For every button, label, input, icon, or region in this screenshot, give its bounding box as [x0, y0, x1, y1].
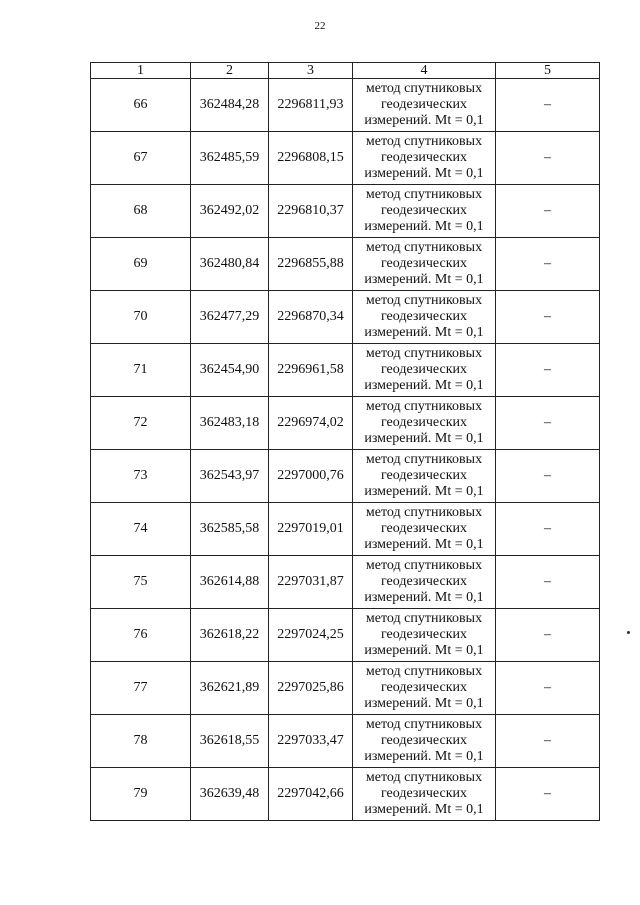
method-line: метод спутниковых — [365, 770, 483, 785]
y-coordinate-cell: 2296810,37 — [269, 185, 353, 238]
x-coordinate-cell: 362484,28 — [191, 79, 269, 132]
table-row — [91, 556, 600, 609]
method-line: измерений. Mt = 0,1 — [364, 219, 484, 234]
note-cell: – — [496, 556, 600, 609]
method-line: геодезических — [380, 574, 467, 589]
y-coordinate-cell: 2297000,76 — [269, 450, 353, 503]
method-cell — [353, 132, 496, 185]
method-line: метод спутниковых — [365, 293, 483, 308]
table-row — [91, 79, 600, 132]
y-coordinate-cell: 2296974,02 — [269, 397, 353, 450]
x-coordinate-cell: 362483,18 — [191, 397, 269, 450]
method-line: геодезических — [380, 627, 467, 642]
method-line: измерений. Mt = 0,1 — [364, 272, 484, 287]
note-cell: – — [496, 185, 600, 238]
method-cell — [353, 768, 496, 821]
scan-dot-mark — [627, 631, 630, 634]
x-coordinate-cell: 362621,89 — [191, 662, 269, 715]
method-line: метод спутниковых — [365, 717, 483, 732]
x-coordinate-cell: 362614,88 — [191, 556, 269, 609]
method-cell — [353, 79, 496, 132]
method-line: измерений. Mt = 0,1 — [364, 113, 484, 128]
method-line: геодезических — [380, 786, 467, 801]
point-number-cell: 72 — [91, 397, 191, 450]
method-line: метод спутниковых — [365, 611, 483, 626]
note-cell: – — [496, 132, 600, 185]
method-line: измерений. Mt = 0,1 — [364, 325, 484, 340]
note-cell: – — [496, 238, 600, 291]
method-line: измерений. Mt = 0,1 — [364, 484, 484, 499]
table-row — [91, 450, 600, 503]
header-col-4: 4 — [353, 63, 496, 79]
x-coordinate-cell: 362485,59 — [191, 132, 269, 185]
y-coordinate-cell: 2296808,15 — [269, 132, 353, 185]
method-cell — [353, 238, 496, 291]
y-coordinate-cell: 2296961,58 — [269, 344, 353, 397]
method-line: геодезических — [380, 415, 467, 430]
method-line: геодезических — [380, 97, 467, 112]
x-coordinate-cell: 362492,02 — [191, 185, 269, 238]
method-line: измерений. Mt = 0,1 — [364, 802, 484, 817]
coordinates-table — [90, 62, 600, 821]
method-line: геодезических — [380, 733, 467, 748]
method-cell — [353, 556, 496, 609]
method-line: измерений. Mt = 0,1 — [364, 431, 484, 446]
method-line: геодезических — [380, 521, 467, 536]
method-line: измерений. Mt = 0,1 — [364, 643, 484, 658]
table-row — [91, 662, 600, 715]
note-cell: – — [496, 715, 600, 768]
method-line: метод спутниковых — [365, 505, 483, 520]
method-cell — [353, 715, 496, 768]
header-col-2: 2 — [191, 63, 269, 79]
x-coordinate-cell: 362618,55 — [191, 715, 269, 768]
method-line: метод спутниковых — [365, 240, 483, 255]
method-line: метод спутниковых — [365, 134, 483, 149]
table-header — [91, 63, 600, 79]
point-number-cell: 75 — [91, 556, 191, 609]
method-line: геодезических — [380, 256, 467, 271]
note-cell: – — [496, 662, 600, 715]
header-col-5: 5 — [496, 63, 600, 79]
note-cell: – — [496, 503, 600, 556]
method-line: метод спутниковых — [365, 187, 483, 202]
method-cell — [353, 662, 496, 715]
method-line: метод спутниковых — [365, 81, 483, 96]
method-line: измерений. Mt = 0,1 — [364, 590, 484, 605]
method-line: измерений. Mt = 0,1 — [364, 537, 484, 552]
y-coordinate-cell: 2296811,93 — [269, 79, 353, 132]
table-row — [91, 238, 600, 291]
x-coordinate-cell: 362585,58 — [191, 503, 269, 556]
method-line: геодезических — [380, 362, 467, 377]
table-row — [91, 503, 600, 556]
point-number-cell: 68 — [91, 185, 191, 238]
point-number-cell: 70 — [91, 291, 191, 344]
point-number-cell: 77 — [91, 662, 191, 715]
point-number-cell: 67 — [91, 132, 191, 185]
y-coordinate-cell: 2297042,66 — [269, 768, 353, 821]
method-cell — [353, 609, 496, 662]
method-line: метод спутниковых — [365, 399, 483, 414]
method-line: геодезических — [380, 680, 467, 695]
x-coordinate-cell: 362480,84 — [191, 238, 269, 291]
point-number-cell: 71 — [91, 344, 191, 397]
method-cell — [353, 503, 496, 556]
table-row — [91, 291, 600, 344]
table-row — [91, 132, 600, 185]
method-line: измерений. Mt = 0,1 — [364, 749, 484, 764]
table-row — [91, 768, 600, 821]
y-coordinate-cell: 2297025,86 — [269, 662, 353, 715]
point-number-cell: 73 — [91, 450, 191, 503]
point-number-cell: 69 — [91, 238, 191, 291]
y-coordinate-cell: 2297031,87 — [269, 556, 353, 609]
header-row — [91, 63, 600, 79]
y-coordinate-cell: 2296855,88 — [269, 238, 353, 291]
note-cell: – — [496, 291, 600, 344]
table-row — [91, 609, 600, 662]
table-body — [91, 79, 600, 821]
x-coordinate-cell: 362639,48 — [191, 768, 269, 821]
method-cell — [353, 185, 496, 238]
point-number-cell: 66 — [91, 79, 191, 132]
y-coordinate-cell: 2296870,34 — [269, 291, 353, 344]
header-col-3: 3 — [269, 63, 353, 79]
method-cell — [353, 450, 496, 503]
method-line: геодезических — [380, 309, 467, 324]
note-cell: – — [496, 450, 600, 503]
method-line: геодезических — [380, 150, 467, 165]
note-cell: – — [496, 344, 600, 397]
method-line: метод спутниковых — [365, 664, 483, 679]
method-line: метод спутниковых — [365, 558, 483, 573]
x-coordinate-cell: 362543,97 — [191, 450, 269, 503]
method-line: метод спутниковых — [365, 452, 483, 467]
method-line: геодезических — [380, 203, 467, 218]
point-number-cell: 76 — [91, 609, 191, 662]
point-number-cell: 74 — [91, 503, 191, 556]
table-row — [91, 344, 600, 397]
method-cell — [353, 344, 496, 397]
method-line: геодезических — [380, 468, 467, 483]
method-line: измерений. Mt = 0,1 — [364, 696, 484, 711]
note-cell: – — [496, 768, 600, 821]
method-cell — [353, 291, 496, 344]
point-number-cell: 79 — [91, 768, 191, 821]
y-coordinate-cell: 2297019,01 — [269, 503, 353, 556]
note-cell: – — [496, 609, 600, 662]
note-cell: – — [496, 79, 600, 132]
note-cell: – — [496, 397, 600, 450]
x-coordinate-cell: 362618,22 — [191, 609, 269, 662]
method-cell — [353, 397, 496, 450]
page-number: 22 — [314, 20, 326, 32]
method-line: измерений. Mt = 0,1 — [364, 378, 484, 393]
x-coordinate-cell: 362477,29 — [191, 291, 269, 344]
x-coordinate-cell: 362454,90 — [191, 344, 269, 397]
method-line: метод спутниковых — [365, 346, 483, 361]
table-row — [91, 185, 600, 238]
point-number-cell: 78 — [91, 715, 191, 768]
table-row — [91, 715, 600, 768]
y-coordinate-cell: 2297033,47 — [269, 715, 353, 768]
method-line: измерений. Mt = 0,1 — [364, 166, 484, 181]
table-row — [91, 397, 600, 450]
y-coordinate-cell: 2297024,25 — [269, 609, 353, 662]
header-col-1: 1 — [91, 63, 191, 79]
